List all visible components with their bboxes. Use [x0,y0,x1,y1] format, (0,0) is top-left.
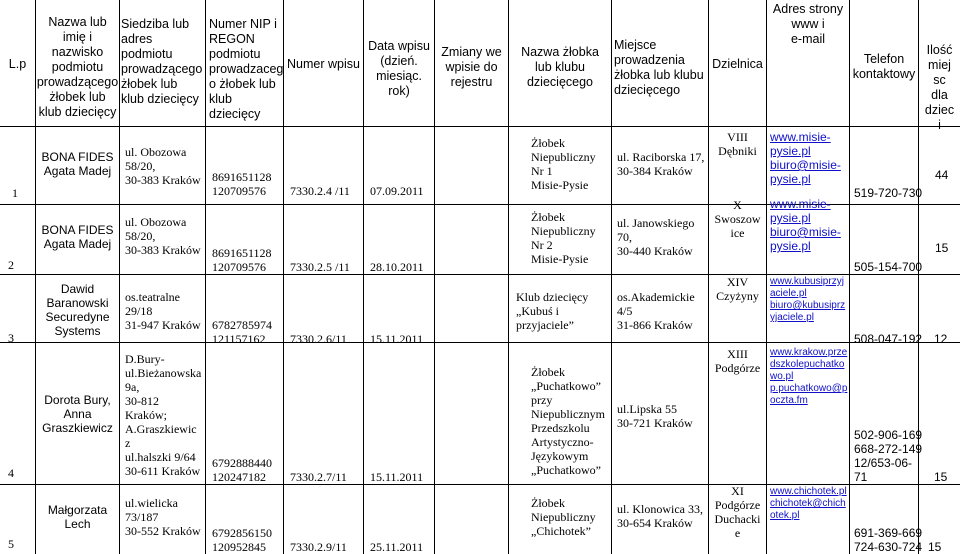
row-facility: Żłobek „Puchatkowo” przy Niepublicznym Przedszkolu Artystyczno- Językowym „Puchatkowo” [531,365,605,477]
email-link[interactable]: biuro@kubusiprz yjaciele.pl [770,300,846,323]
grid-line [766,0,767,554]
row-count: 15 [934,470,948,484]
header-nip: Numer NIP i REGON podmiotu prowadzaceg o żłobek lub klub dziecięcy [209,17,284,121]
header-contact: Adres strony www i e-mail [772,2,844,46]
grid-line [283,0,284,554]
row-date: 25.11.2011 [370,540,424,554]
grid-line [119,0,120,554]
email-link[interactable]: p.puchatkowo@p oczta.fm [770,383,848,406]
website-link[interactable]: www.chichotek.pl [770,486,847,497]
row-date: 15.11.2011 [370,332,424,346]
row-facility: Klub dziecięcy „Kubuś i przyjaciele” [516,290,589,332]
row-name: BONA FIDES Agata Madej [41,223,114,251]
header-name: Nazwa lub imię i nazwisko podmiotu prowadzącego żłobek lub klub dziecięcy [36,15,119,119]
row-count: 12 [934,332,948,346]
row-phone: 508-047-192 [854,332,923,346]
email-link[interactable]: biuro@misie- pysie.pl [770,225,841,253]
row-regnum: 7330.2.4 /11 [290,184,350,198]
row-district: XIII Podgórze [714,347,761,375]
grid-line [0,342,960,343]
header-lp: L.p [8,57,27,71]
grid-line [611,0,612,554]
grid-line [205,0,206,554]
row-regnum: 7330.2.6/11 [290,332,347,346]
row-district: VIII Dębniki [718,130,757,158]
header-count: Ilość miej sc dla dziec i [924,43,955,132]
row-facility: Żłobek Niepubliczny Nr 2 Misie-Pysie [531,210,596,266]
row-number: 4 [8,466,14,480]
row-name: BONA FIDES Agata Madej [41,150,114,178]
row-name: Małgorzata Lech [47,503,108,531]
row-place: ul. Janowskiego 70, 30-440 Kraków [617,216,695,258]
row-nip: 6792888440 120247182 [212,456,272,484]
row-seat: ul.wielicka 73/187 30-552 Kraków [125,496,201,538]
row-nip: 6782785974 121157162 [212,318,272,346]
row-seat: os.teatralne 29/18 31-947 Kraków [125,290,201,332]
row-name: Dorota Bury, Anna Graszkiewicz [42,393,113,435]
row-facility: Żłobek Niepubliczny Nr 1 Misie-Pysie [531,136,596,192]
header-place: Miejsce prowadzenia żłobka lub klubu dziecięcego [614,38,704,97]
email-link[interactable]: chichotek@chich otek.pl [770,498,846,521]
row-seat: ul. Obozowa 58/20, 30-383 Kraków [125,215,201,257]
website-link[interactable]: www.krakow.prze dszkolepuchatko wo.pl [770,347,848,382]
row-number: 1 [12,186,18,200]
header-district: Dzielnica [712,57,763,71]
row-nip: 8691651128 120709576 [212,170,272,198]
row-place: ul.Lipska 55 30-721 Kraków [617,402,693,430]
row-regnum: 7330.2.9/11 [290,540,347,554]
row-number: 2 [8,258,14,272]
header-changes: Zmiany we wpisie do rejestru [441,45,502,89]
row-phone: 519-720-730 [854,186,923,200]
row-place: os.Akademickie 4/5 31-866 Kraków [617,290,695,332]
row-regnum: 7330.2.5 /11 [290,260,350,274]
email-link[interactable]: biuro@misie- pysie.pl [770,158,841,186]
row-name: Dawid Baranowski Securedyne Systems [45,282,110,338]
grid-line [849,0,850,554]
row-count: 15 [928,540,942,554]
grid-line [0,274,960,275]
row-date: 28.10.2011 [370,260,424,274]
header-phone: Telefon kontaktowy [852,52,916,81]
row-facility: Żłobek Niepubliczny „Chichotek” [531,496,596,538]
row-count: 44 [935,168,949,182]
row-place: ul. Raciborska 17, 30-384 Kraków [617,150,705,178]
row-regnum: 7330.2.7/11 [290,470,347,484]
row-nip: 6792856150 120952845 [212,526,272,554]
website-link[interactable]: www.kubusiprzyj aciele.pl [770,276,844,299]
row-district: XI Podgórze Duchacki e [714,484,761,540]
website-link[interactable]: www.misie- pysie.pl [770,130,831,158]
row-date: 07.09.2011 [370,184,424,198]
row-seat: ul. Obozowa 58/20, 30-383 Kraków [125,145,201,187]
row-date: 15.11.2011 [370,470,424,484]
grid-line [0,484,960,485]
header-date: Data wpisu (dzień. miesiąc. rok) [368,39,430,98]
row-number: 5 [8,537,14,551]
row-nip: 8691651128 120709576 [212,246,272,274]
row-phone: 502-906-169 668-272-149 12/653-06- 71 [854,428,923,484]
row-count: 15 [935,241,949,255]
website-link[interactable]: www.misie- pysie.pl [770,197,831,225]
row-phone: 691-369-669 724-630-724 [854,526,923,554]
row-phone: 505-154-700 [854,260,923,274]
grid-line [0,126,960,127]
header-facility: Nazwa żłobka lub klubu dziecięcego [521,45,599,89]
row-district: XIV Czyżyny [716,275,759,303]
row-number: 3 [8,331,14,345]
row-place: ul. Klonowica 33, 30-654 Kraków [617,502,703,530]
header-regnum: Numer wpisu [287,57,360,71]
row-seat: D.Bury- ul.Bieżanowska 9a, 30-812 Kraków; A.Graszkiewic z ul.halszki 9/64 30-611 Kraków [125,352,202,478]
row-district: X Swoszow ice [714,198,761,240]
header-seat: Siedziba lub adres podmiotu prowadzącego żłobek lub klub dziecięcy [121,17,203,106]
